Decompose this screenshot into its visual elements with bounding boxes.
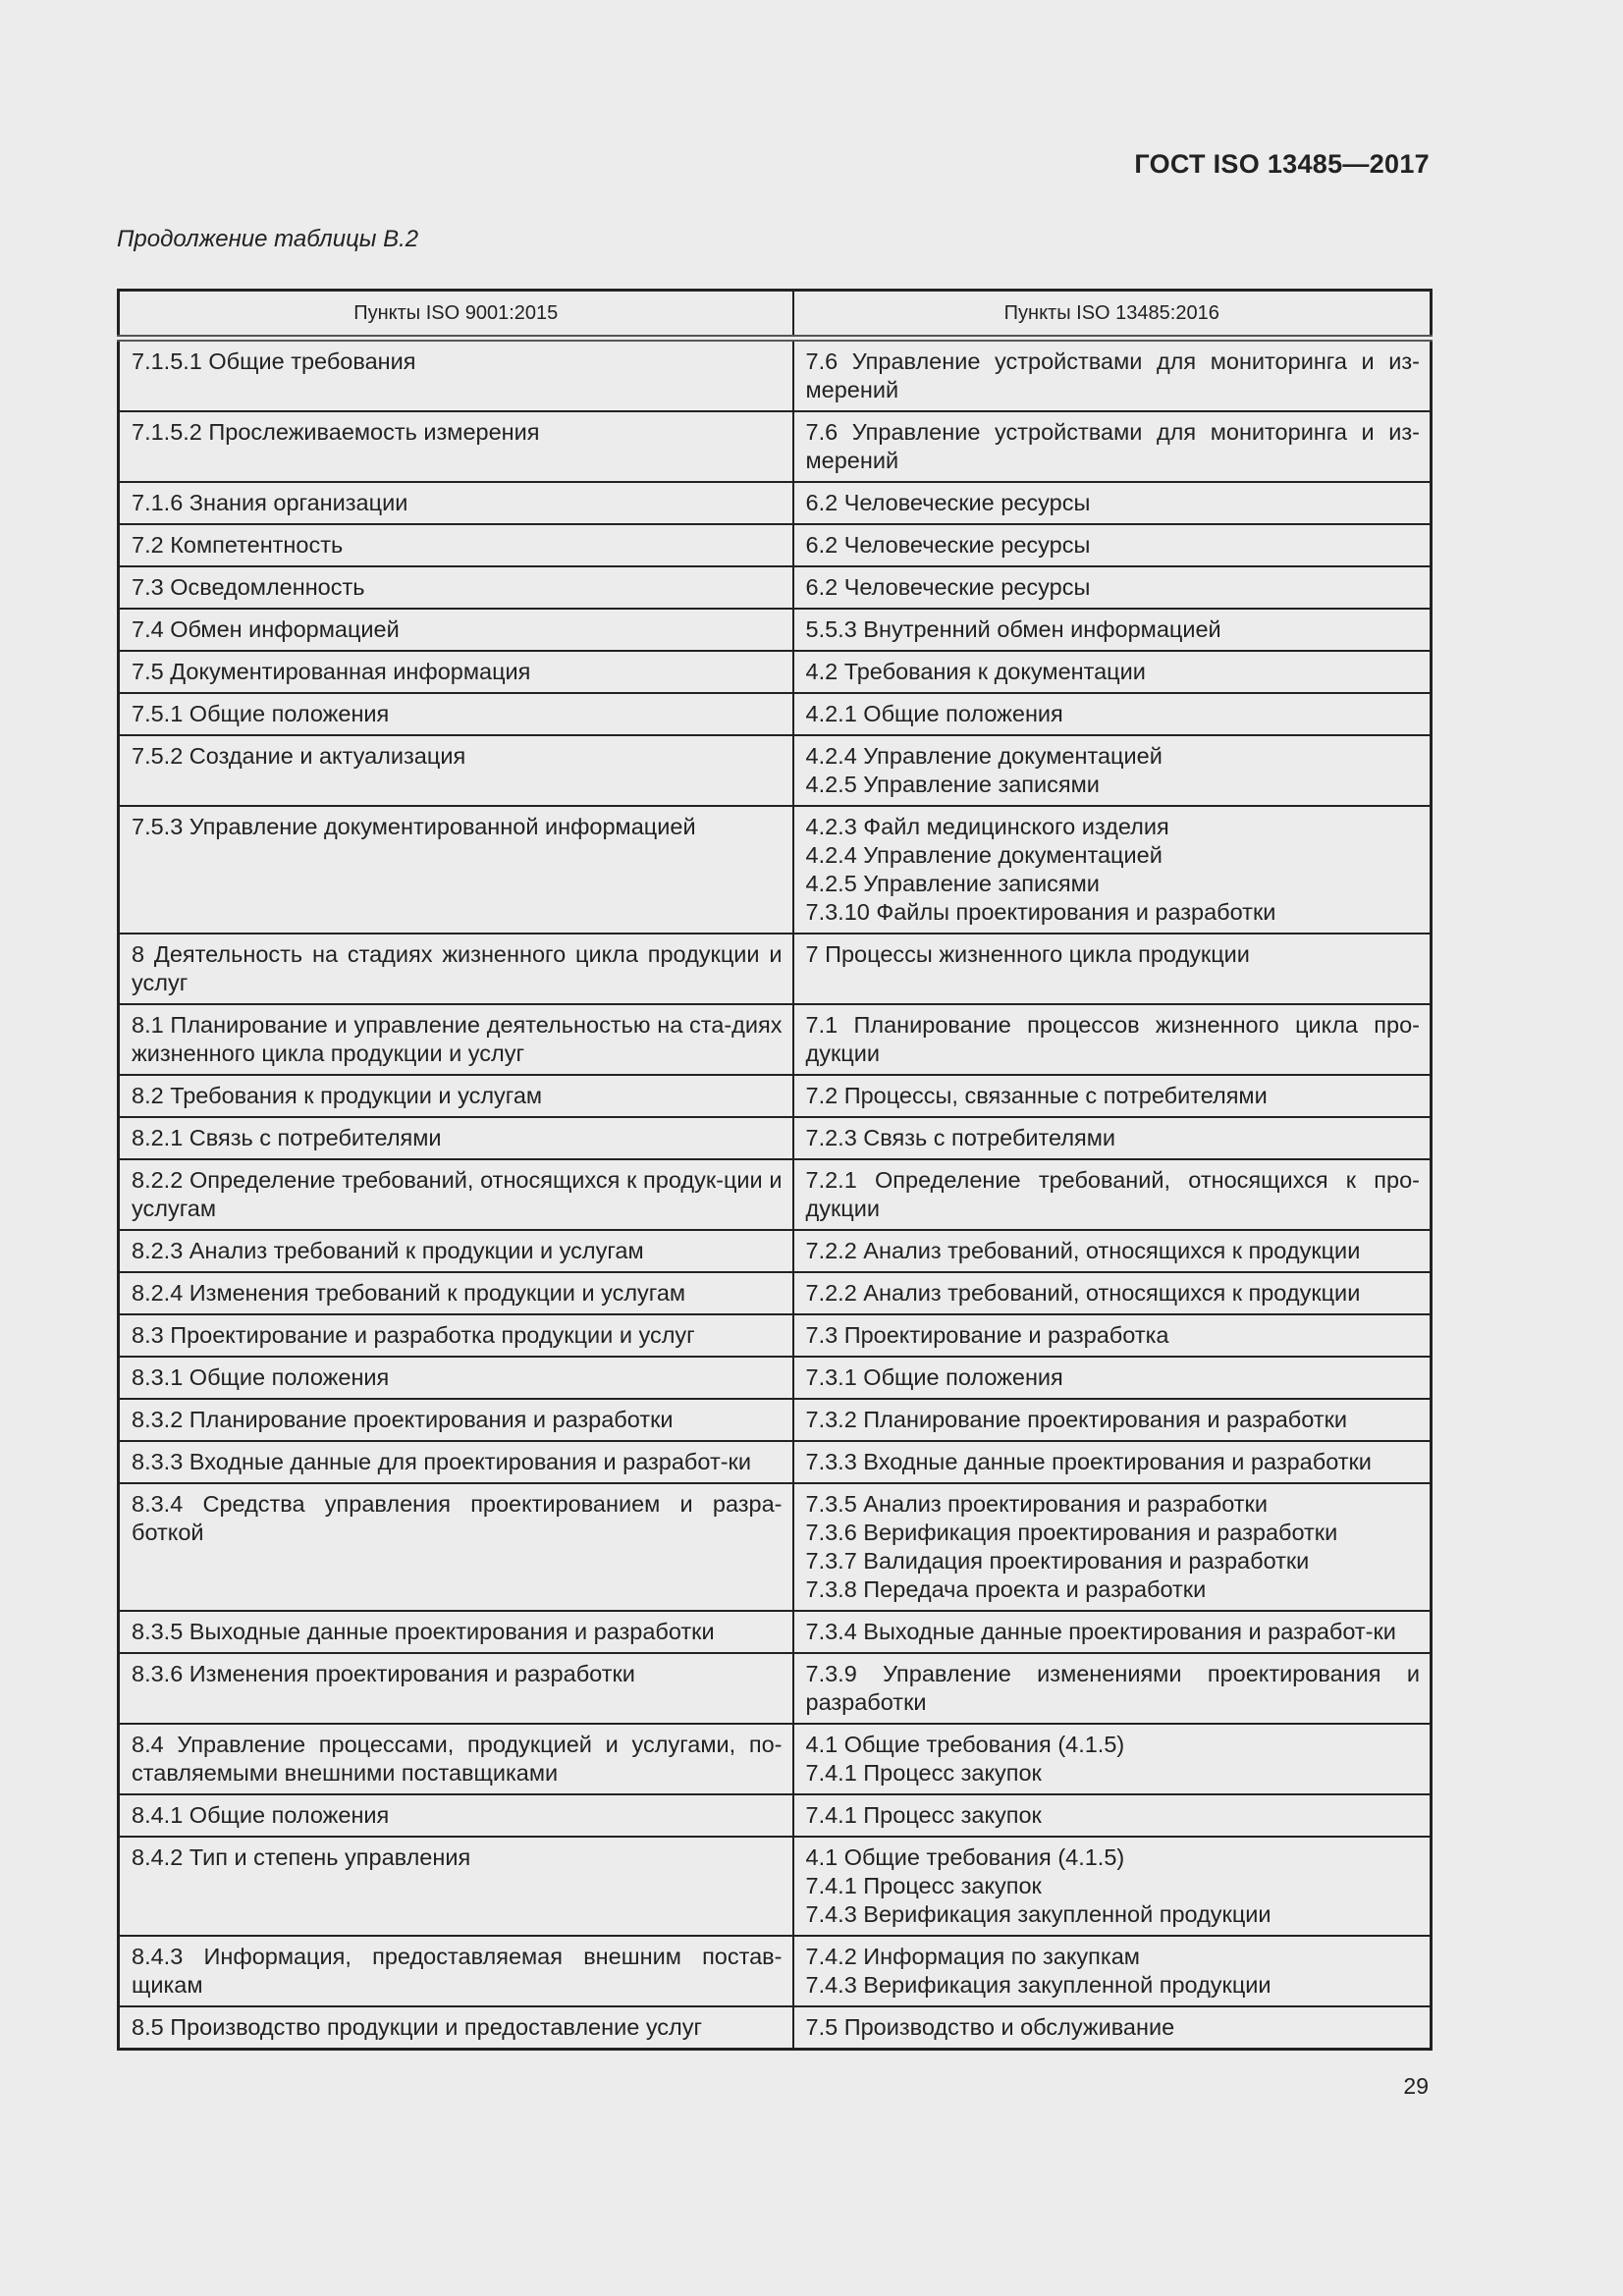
column-header-iso9001: Пункты ISO 9001:2015 <box>119 291 793 339</box>
iso13485-cell <box>793 806 1432 934</box>
clause-entry: 7.2.2 Анализ требований, относящихся к продукции <box>805 1280 1361 1306</box>
document-header: ГОСТ ISO 13485—2017 <box>1134 149 1430 179</box>
page-number: 29 <box>1403 2073 1429 2099</box>
iso13485-cell <box>793 693 1432 735</box>
iso9001-cell <box>119 609 793 651</box>
clause-entry: 5.5.3 Внутренний обмен информацией <box>805 616 1221 642</box>
clause-entry: 8.3.3 Входные данные для проектирования и разработ-ки <box>132 1449 751 1474</box>
iso9001-cell <box>119 1230 793 1272</box>
iso13485-cell <box>793 1314 1432 1357</box>
iso9001-cell <box>119 1357 793 1399</box>
iso9001-cell <box>119 1611 793 1653</box>
iso9001-cell <box>119 806 793 934</box>
clause-entry: 4.2.5 Управление записями <box>805 871 1100 896</box>
iso13485-cell <box>793 1159 1432 1230</box>
iso9001-cell <box>119 1653 793 1724</box>
iso9001-cell <box>119 934 793 1004</box>
table-header-row <box>119 291 1432 339</box>
table-row <box>119 1230 1432 1272</box>
clause-entry: 7.6 Управление устройствами для мониторинга и из-мерений <box>805 348 1420 402</box>
column-header-iso13485: Пункты ISO 13485:2016 <box>793 291 1432 339</box>
iso9001-cell <box>119 1272 793 1314</box>
iso13485-cell <box>793 2006 1432 2050</box>
iso9001-cell <box>119 524 793 566</box>
table-row <box>119 806 1432 934</box>
iso13485-cell <box>793 735 1432 806</box>
table-row <box>119 524 1432 566</box>
clause-entry: 4.2.4 Управление документацией <box>805 842 1163 868</box>
clause-entry: 7.3.7 Валидация проектирования и разработки <box>805 1548 1310 1574</box>
table-row <box>119 1724 1432 1794</box>
iso9001-cell <box>119 566 793 609</box>
iso13485-cell <box>793 1936 1432 2006</box>
iso13485-cell <box>793 1230 1432 1272</box>
clause-entry: 8.3.2 Планирование проектирования и разработки <box>132 1407 674 1432</box>
table-row <box>119 1004 1432 1075</box>
iso13485-cell <box>793 524 1432 566</box>
iso9001-cell <box>119 1399 793 1441</box>
iso13485-cell <box>793 339 1432 412</box>
iso13485-cell <box>793 1653 1432 1724</box>
clause-entry: 8.4.1 Общие положения <box>132 1802 390 1828</box>
table-row <box>119 1936 1432 2006</box>
table-row <box>119 651 1432 693</box>
iso9001-cell <box>119 411 793 482</box>
table-row <box>119 1837 1432 1936</box>
clause-entry: 7.3.5 Анализ проектирования и разработки <box>805 1491 1268 1517</box>
table-row <box>119 1483 1432 1611</box>
iso9001-cell <box>119 339 793 412</box>
clause-entry: 4.1 Общие требования (4.1.5) <box>805 1844 1125 1870</box>
clause-entry: 8.2.4 Изменения требований к продукции и услугам <box>132 1280 686 1306</box>
clause-entry: 7.3.4 Выходные данные проектирования и разработ-ки <box>805 1619 1396 1644</box>
clause-entry: 8.3.1 Общие положения <box>132 1364 390 1390</box>
clause-entry: 7.4.1 Процесс закупок <box>805 1873 1042 1898</box>
clause-entry: 8.2.1 Связь с потребителями <box>132 1125 442 1150</box>
iso13485-cell <box>793 1837 1432 1936</box>
clause-entry: 7.3.8 Передача проекта и разработки <box>805 1576 1207 1602</box>
correspondence-table <box>117 289 1433 2051</box>
clause-entry: 7.4.1 Процесс закупок <box>805 1802 1042 1828</box>
iso13485-cell <box>793 1117 1432 1159</box>
clause-entry: 7.2 Процессы, связанные с потребителями <box>805 1083 1268 1108</box>
clause-entry: 4.2 Требования к документации <box>805 659 1146 684</box>
iso9001-cell <box>119 1075 793 1117</box>
iso13485-cell <box>793 1357 1432 1399</box>
iso9001-cell <box>119 1936 793 2006</box>
iso13485-cell <box>793 1794 1432 1837</box>
table-row <box>119 1159 1432 1230</box>
table-row <box>119 609 1432 651</box>
iso13485-cell <box>793 1399 1432 1441</box>
table-row <box>119 411 1432 482</box>
clause-entry: 8.1 Планирование и управление деятельностью на ста-диях жизненного цикла продукции и услуг <box>132 1012 783 1066</box>
clause-entry: 7.3.1 Общие положения <box>805 1364 1063 1390</box>
clause-entry: 7.3 Проектирование и разработка <box>805 1322 1169 1348</box>
clause-entry: 7.2.2 Анализ требований, относящихся к продукции <box>805 1238 1361 1263</box>
table-row <box>119 1441 1432 1483</box>
clause-entry: 7.4.1 Процесс закупок <box>805 1760 1042 1786</box>
table-row <box>119 1314 1432 1357</box>
table-row <box>119 1357 1432 1399</box>
iso13485-cell <box>793 1075 1432 1117</box>
clause-entry: 4.1 Общие требования (4.1.5) <box>805 1732 1125 1757</box>
clause-entry: 7.3 Осведомленность <box>132 574 365 600</box>
clause-entry: 7.5.1 Общие положения <box>132 701 390 726</box>
clause-entry: 4.2.1 Общие положения <box>805 701 1063 726</box>
iso13485-cell <box>793 566 1432 609</box>
iso9001-cell <box>119 1724 793 1794</box>
iso13485-cell <box>793 934 1432 1004</box>
clause-entry: 7.1.6 Знания организации <box>132 490 408 515</box>
iso9001-cell <box>119 1159 793 1230</box>
clause-entry: 7.5.2 Создание и актуализация <box>132 743 466 769</box>
clause-entry: 7.4.3 Верификация закупленной продукции <box>805 1901 1271 1927</box>
iso9001-cell <box>119 735 793 806</box>
table-row <box>119 1653 1432 1724</box>
iso9001-cell <box>119 1117 793 1159</box>
table-row <box>119 482 1432 524</box>
table-row <box>119 1794 1432 1837</box>
clause-entry: 7.1.5.1 Общие требования <box>132 348 416 374</box>
clause-entry: 6.2 Человеческие ресурсы <box>805 490 1091 515</box>
clause-entry: 4.2.3 Файл медицинского изделия <box>805 814 1169 839</box>
iso9001-cell <box>119 1794 793 1837</box>
clause-entry: 7.4.2 Информация по закупкам <box>805 1944 1140 1969</box>
table-row <box>119 566 1432 609</box>
iso13485-cell <box>793 1441 1432 1483</box>
clause-entry: 8.2.3 Анализ требований к продукции и услугам <box>132 1238 644 1263</box>
clause-entry: 6.2 Человеческие ресурсы <box>805 574 1091 600</box>
clause-entry: 8.3 Проектирование и разработка продукции и услуг <box>132 1322 695 1348</box>
clause-entry: 7.6 Управление устройствами для мониторинга и из-мерений <box>805 419 1420 473</box>
iso13485-cell <box>793 1272 1432 1314</box>
iso13485-cell <box>793 482 1432 524</box>
table-row <box>119 1272 1432 1314</box>
table-row <box>119 693 1432 735</box>
clause-entry: 7.3.2 Планирование проектирования и разработки <box>805 1407 1347 1432</box>
clause-entry: 7.3.6 Верификация проектирования и разработки <box>805 1520 1338 1545</box>
table-row <box>119 1117 1432 1159</box>
clause-entry: 4.2.5 Управление записями <box>805 772 1100 797</box>
table-row <box>119 1611 1432 1653</box>
iso9001-cell <box>119 1837 793 1936</box>
clause-entry: 7.4 Обмен информацией <box>132 616 400 642</box>
clause-entry: 8.2 Требования к продукции и услугам <box>132 1083 543 1108</box>
iso9001-cell <box>119 482 793 524</box>
table-row <box>119 735 1432 806</box>
iso9001-cell <box>119 693 793 735</box>
iso13485-cell <box>793 1611 1432 1653</box>
clause-entry: 7.3.10 Файлы проектирования и разработки <box>805 899 1276 925</box>
clause-entry: 8.4.3 Информация, предоставляемая внешним постав-щикам <box>132 1944 783 1998</box>
iso13485-cell <box>793 1724 1432 1794</box>
clause-entry: 7.5 Производство и обслуживание <box>805 2014 1175 2040</box>
clause-entry: 8.4.2 Тип и степень управления <box>132 1844 471 1870</box>
iso13485-cell <box>793 1483 1432 1611</box>
clause-entry: 7.2.1 Определение требований, относящихся к про-дукции <box>805 1167 1420 1221</box>
clause-entry: 8 Деятельность на стадиях жизненного цикла продукции и услуг <box>132 941 783 995</box>
clause-entry: 7.5.3 Управление документированной информацией <box>132 814 696 839</box>
clause-entry: 8.3.5 Выходные данные проектирования и разработки <box>132 1619 715 1644</box>
iso9001-cell <box>119 1441 793 1483</box>
clause-entry: 7.3.3 Входные данные проектирования и разработки <box>805 1449 1372 1474</box>
iso9001-cell <box>119 651 793 693</box>
table-row <box>119 934 1432 1004</box>
table-row <box>119 1075 1432 1117</box>
clause-entry: 7 Процессы жизненного цикла продукции <box>805 941 1250 967</box>
iso13485-cell <box>793 651 1432 693</box>
clause-entry: 8.4 Управление процессами, продукцией и услугами, по-ставляемыми внешними поставщиками <box>132 1732 783 1786</box>
iso9001-cell <box>119 1483 793 1611</box>
clause-entry: 7.1.5.2 Прослеживаемость измерения <box>132 419 540 445</box>
iso9001-cell <box>119 1004 793 1075</box>
iso13485-cell <box>793 1004 1432 1075</box>
table-row <box>119 339 1432 412</box>
iso13485-cell <box>793 609 1432 651</box>
clause-entry: 7.3.9 Управление изменениями проектирования и разработки <box>805 1661 1420 1715</box>
table-row <box>119 1399 1432 1441</box>
clause-entry: 7.2.3 Связь с потребителями <box>805 1125 1116 1150</box>
iso9001-cell <box>119 1314 793 1357</box>
clause-entry: 6.2 Человеческие ресурсы <box>805 532 1091 558</box>
table-caption: Продолжение таблицы В.2 <box>117 226 419 252</box>
iso9001-cell <box>119 2006 793 2050</box>
clause-entry: 8.3.4 Средства управления проектированием и разра-боткой <box>132 1491 783 1545</box>
clause-entry: 8.3.6 Изменения проектирования и разработки <box>132 1661 635 1686</box>
clause-entry: 7.1 Планирование процессов жизненного цикла про-дукции <box>805 1012 1420 1066</box>
clause-entry: 7.2 Компетентность <box>132 532 344 558</box>
clause-entry: 8.5 Производство продукции и предоставление услуг <box>132 2014 703 2040</box>
clause-entry: 8.2.2 Определение требований, относящихся к продук-ции и услугам <box>132 1167 783 1221</box>
clause-entry: 7.5 Документированная информация <box>132 659 531 684</box>
table-body <box>119 339 1432 2050</box>
iso13485-cell <box>793 411 1432 482</box>
table-row <box>119 2006 1432 2050</box>
clause-entry: 4.2.4 Управление документацией <box>805 743 1163 769</box>
clause-entry: 7.4.3 Верификация закупленной продукции <box>805 1972 1271 1998</box>
